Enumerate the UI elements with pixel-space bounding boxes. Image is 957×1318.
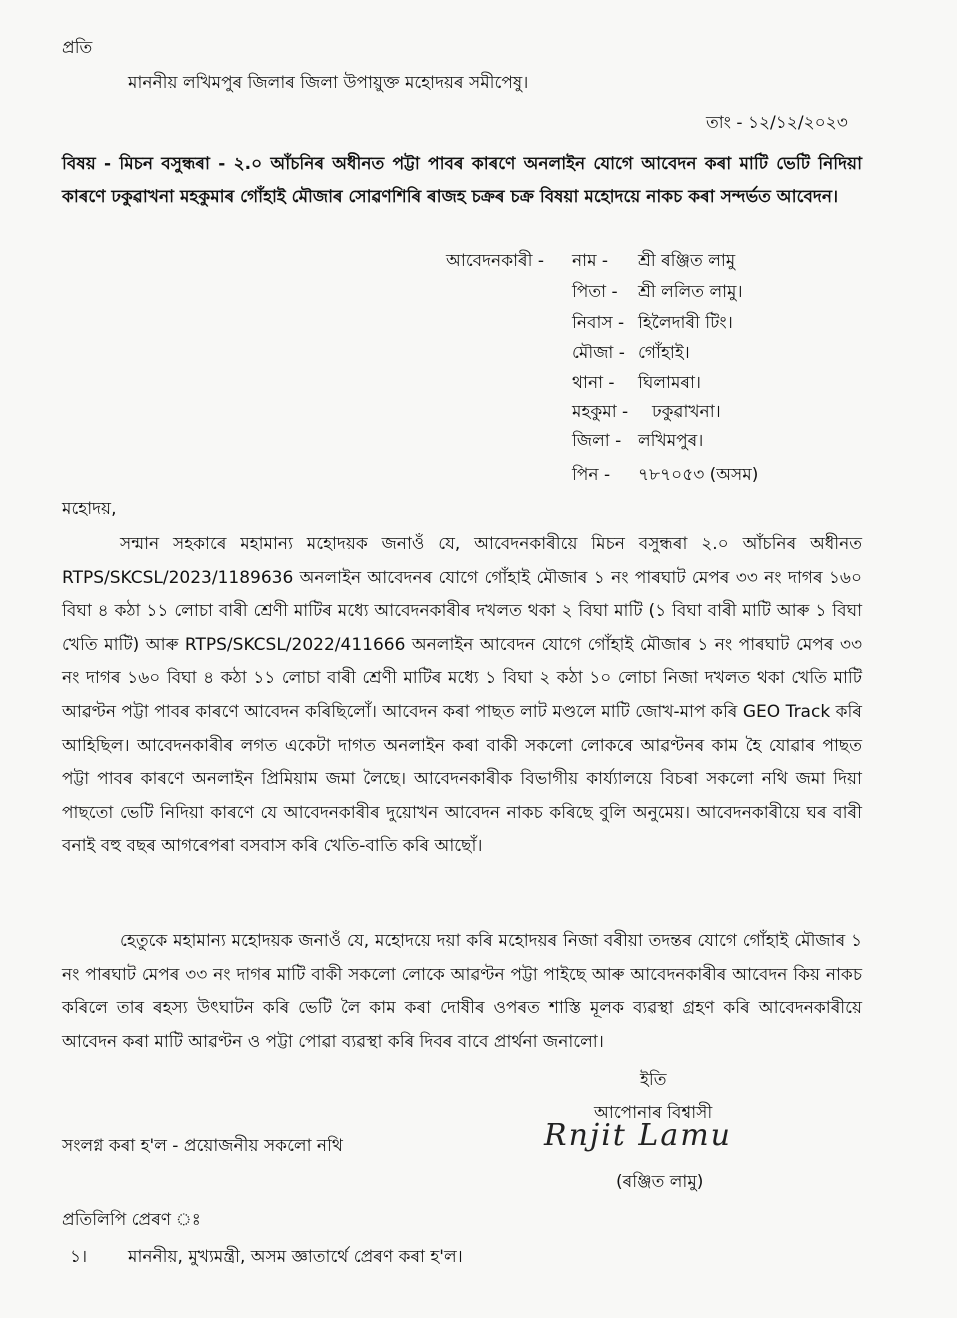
signature: Rnjit Lamu	[544, 1118, 732, 1153]
letter-date: তাং - ১২/১২/২০২৩	[706, 113, 848, 133]
field-key: নাম -	[572, 251, 609, 271]
field-key: পিন -	[572, 465, 611, 485]
field-key: থানা -	[572, 373, 615, 393]
paragraph-1	[62, 528, 862, 864]
to-label: প্ৰতি	[62, 38, 93, 58]
paragraph-2-text: হেতুকে মহামান্য মহোদয়ক জনাওঁ যে, মহোদয়ে দয়া কৰি মহোদয়ৰ নিজা বৰীয়া তদন্তৰ যোগে গোঁহাই মৌজাৰ ১ নং পাৰঘাট মেপৰ ৩৩ নং দাগৰ মাটি বাকী সকলো লোকে আৱণ্টন পট্টা পাইছে আৰু আবেদনকাৰীৰ আবেদন কিয় নাকচ কৰিলে তাৰ ৰহস্য উৎঘাটন কৰি ভেটি লৈ কাম কৰা দোষীৰ ওপৰত শাস্তি মূলক ব্যৱস্থা গ্ৰহণ কৰি আবেদনকাৰীয়ে আবেদন কৰা মাটি আৱণ্টন ও পট্টা পোৱা ব্যৱস্থা কৰি দিবৰ বাবে প্ৰাৰ্থনা জনালো।	[62, 931, 862, 1052]
field-value: লখিমপুৰ।	[638, 431, 704, 451]
field-key: মৌজা -	[572, 343, 625, 363]
subject-text: মিচন বসুন্ধৰা - ২.০ আঁচনিৰ অধীনত পট্টা পাবৰ কাৰণে অনলাইন যোগে আবেদন কৰা মাটি ভেটি নিদিয়া কাৰণে ঢকুৱাখনা মহকুমাৰ গোঁহাই মৌজাৰ সোৱণশিৰি ৰাজহ চক্ৰৰ চক্ৰ বিষয়া মহোদয়ে নাকচ কৰা সন্দৰ্ভত আবেদন।	[62, 154, 863, 207]
field-value: ৭৮৭০৫৩ (অসম)	[638, 465, 759, 485]
subject	[62, 148, 862, 214]
field-key: পিতা -	[572, 282, 618, 302]
copy-to-number: ১।	[70, 1247, 88, 1267]
closing: ইতি	[640, 1070, 667, 1090]
field-value: গোঁহাই।	[638, 343, 690, 363]
paragraph-1-text: সন্মান সহকাৰে মহামান্য মহোদয়ক জনাওঁ যে, আবেদনকাৰীয়ে মিচন বসুন্ধৰা ২.০ আঁচনিৰ অধীনত RTPS/SKCSL/2023/1189636 অনলাইন আবেদনৰ যোগে গোঁহাই মৌজাৰ ১ নং পাৰঘাট মেপৰ ৩৩ নং দাগৰ ১৬০ বিঘা ৪ কঠা ১১ লোচা বাৰী শ্ৰেণী মাটিৰ মধ্যে আবেদনকাৰীৰ দখলত থকা ২ বিঘা মাটি (১ বিঘা বাৰী মাটি আৰু ১ বিঘা খেতি মাটি) আৰু RTPS/SKCSL/2022/411666 অনলাইন আবেদন যোগে গোঁহাই মৌজাৰ ১ নং পাৰঘাট মেপৰ ৩৩ নং দাগৰ ১৬০ বিঘা ৪ কঠা ১১ লোচা বাৰী শ্ৰেণী মাটিৰ মধ্যে ১ বিঘা ২ কঠা ১০ লোচা নিজা দখলত থকা খেতি মাটি আৱণ্টন পট্টা পাবৰ কাৰণে আবেদন কৰিছিলোঁ। আবেদন কৰা পাছত লাট মণ্ডলে মাটি জোখ-মাপ কৰি GEO Track কৰি আহিছিল। আবেদনকাৰীৰ লগত একেটা দাগত অনলাইন কৰা বাকী সকলো লোকৰে আৱণ্টনৰ কাম হৈ যোৱাৰ পাছত পট্টা পাবৰ কাৰণে অনলাইন প্ৰিমিয়াম জমা লৈছে। আবেদনকাৰীক বিভাগীয় কাৰ্য্যালয়ে বিচৰা সকলো নথি জমা দিয়া পাছতো ভেটি নিদিয়া কাৰণে যে আবেদনকাৰীৰ দুয়োখন আবেদন নাকচ কৰিছে বুলি অনুমেয়। আবেদনকাৰীয়ে ঘৰ বাৰী বনাই বহু বছৰ আগৰেপৰা বসবাস কৰি খেতি-বাতি কৰি আছোঁ।	[62, 534, 862, 857]
paragraph-2	[62, 925, 862, 1059]
copy-to-text: মাননীয়, মুখ্যমন্ত্ৰী, অসম জ্ঞাতাৰ্থে প্ৰেৰণ কৰা হ'ল।	[128, 1247, 463, 1267]
applicant-label: আবেদনকাৰী -	[446, 251, 544, 271]
field-value: ঢকুৱাখনা।	[652, 402, 721, 422]
field-key: নিবাস -	[572, 313, 625, 333]
addressee: মাননীয় লখিমপুৰ জিলাৰ জিলা উপায়ুক্ত মহোদয়ৰ সমীপেষু।	[128, 73, 529, 93]
field-value: হিলৈদাৰী টিং।	[638, 313, 733, 333]
copy-to-label: প্ৰতিলিপি প্ৰেৰণ ঃ	[62, 1210, 201, 1230]
field-value: শ্ৰী ললিত লামু।	[638, 282, 743, 302]
field-value: ঘিলামৰা।	[638, 373, 701, 393]
subject-label: বিষয় -	[62, 154, 112, 174]
field-key: জিলা -	[572, 431, 622, 451]
yours-faithfully: আপোনাৰ বিশ্বাসী	[594, 1103, 713, 1123]
salutation: মহোদয়,	[62, 499, 117, 519]
field-key: মহকুমা -	[572, 402, 629, 422]
signer-name: (ৰঞ্জিত লামু)	[616, 1172, 704, 1192]
field-value: শ্ৰী ৰঞ্জিত লামু	[638, 251, 736, 271]
enclosure: সংলগ্ন কৰা হ'ল - প্ৰয়োজনীয় সকলো নথি	[62, 1136, 343, 1156]
